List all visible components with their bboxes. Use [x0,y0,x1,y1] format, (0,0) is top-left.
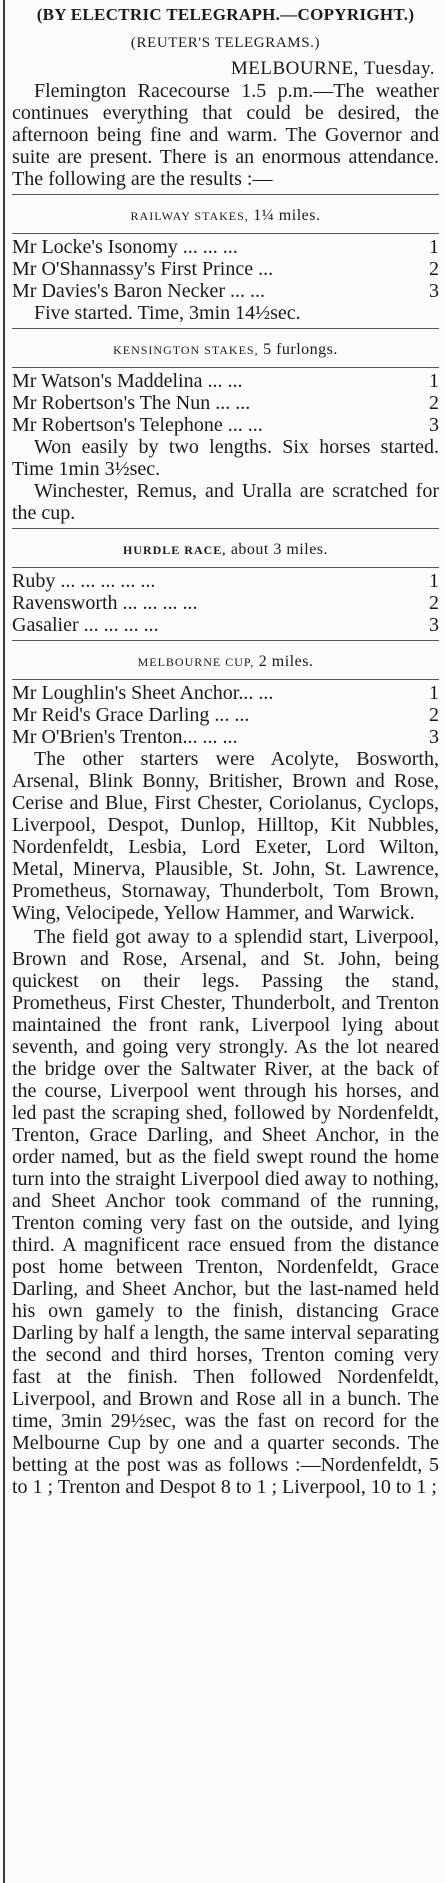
result-row [12,682,439,704]
telegraph-header: (BY ELECTRIC TELEGRAPH.—COPYRIGHT.) [36,5,415,24]
race-note: Five started. Time, 3min 14½sec. [34,302,301,324]
result-place: 2 [429,392,439,414]
result-row [12,592,439,614]
race-report-paragraph: The field got away to a splendid start, Liverpool, Brown and Rose, Arsenal, and St. John, being quickest on their legs. Passing the stand, Prometheus, First Chester, Thunderbolt, and Trenton maintained the front rank, Liverpool lying about seventh, and going very strongly. As the lot neared the bridge over the Saltwater River, at the back of the course, Liverpool went through his horses, and led past the scraping shed, followed by Nordenfeldt, Trenton, Grace Darling, and Sheet Anchor, in the order named, but as the field swept round the home turn into the straight Liverpool died away to nothing, and Sheet Anchor took command of the running, Trenton coming very fast on the outside, and lying third. A magnificent race ensued from the distance post home between Trenton, Nordenfeldt, Grace Darling, and Sheet Anchor, but the last-named held his own gamely to the finish, distancing Grace Darling by half a length, the same interval separating the second and third horses, Trenton coming very fast at the finish. Then followed Nordenfeldt, Liverpool, and Brown and Rose all in a bunch. The time, 3min 29½sec, was the fast on record for the Melbourne Cup by one and a quarter seconds. The betting at the post was as follows :—Nordenfeldt, 5 to 1 ; Trenton and Despot 8 to 1 ; Liverpool, 10 to 1 ; [12,926,439,1498]
result-text: Mr Locke's Isonomy ... ... ... [12,236,238,258]
section-divider [12,640,439,641]
race-distance: 1¼ miles. [253,207,321,224]
result-text: Ravensworth ... ... ... ... [12,592,198,614]
result-text: Mr Davies's Baron Necker ... ... [12,280,265,302]
result-row [12,370,439,392]
result-place: 3 [429,280,439,302]
result-text: Gasalier ... ... ... ... [12,614,159,636]
race-heading-railway [12,205,439,227]
result-row [12,704,439,726]
section-divider [12,328,439,329]
race-note-scratched: Winchester, Remus, and Uralla are scratched for the cup. [12,480,439,524]
result-place: 3 [429,614,439,636]
result-text: Mr Loughlin's Sheet Anchor... ... [12,682,274,704]
section-divider [12,679,439,680]
result-text: Mr Reid's Grace Darling ... ... [12,704,250,726]
section-divider [12,233,439,234]
intro-paragraph: Flemington Racecourse 1.5 p.m.—The weather continues everything that could be desired, the afternoon being fine and warm. The Governor and suite are present. There is an enormous attendance. The following are the results :— [12,80,439,190]
result-place: 1 [429,570,439,592]
race-name: RAILWAY STAKES, [130,209,249,223]
result-row [12,570,439,592]
result-text: Ruby ... ... ... ... ... [12,570,156,592]
race-distance: about 3 miles. [230,541,329,558]
result-place: 3 [429,726,439,748]
race-name: HURDLE RACE, [122,543,227,557]
result-text: Mr Watson's Maddelina ... ... [12,370,243,392]
section-divider [12,194,439,195]
result-text: Mr O'Brien's Trenton... ... ... [12,726,238,748]
section-divider [12,567,439,568]
race-heading-hurdle [12,539,439,561]
result-row [12,726,439,748]
starters-paragraph: The other starters were Acolyte, Bosworth, Arsenal, Blink Bonny, Britisher, Brown and Rose, Cerise and Blue, First Chester, Coriolanus, Cyclops, Liverpool, Despot, Dunlop, Hilltop, Kit Nubbles, Nordenfeldt, Lesbia, Lord Exeter, Lord Wilton, Metal, Minerva, Plausible, St. John, St. Lawrence, Prometheus, Stornaway, Thunderbolt, Tom Brown, Wing, Velocipede, Yellow Hammer, and Warwick. [12,748,439,924]
result-text: Mr O'Shannassy's First Prince ... [12,258,274,280]
result-place: 2 [429,258,439,280]
result-place: 3 [429,414,439,436]
dateline: MELBOURNE, Tuesday. [230,58,435,79]
result-place: 2 [429,704,439,726]
result-text: Mr Robertson's The Nun ... ... [12,392,251,414]
race-heading-kensington [12,339,439,361]
result-row [12,414,439,436]
race-name: MELBOURNE CUP, [137,655,255,669]
result-text: Mr Robertson's Telephone ... ... [12,414,263,436]
result-place: 1 [429,236,439,258]
result-place: 2 [429,592,439,614]
race-name: KENSINGTON STAKES, [113,343,259,357]
result-row [12,236,439,258]
result-row [12,280,439,302]
result-row [12,392,439,414]
result-row [12,258,439,280]
race-distance: 5 furlongs. [263,341,338,358]
section-divider [12,367,439,368]
agency-line: (REUTER'S TELEGRAMS.) [130,35,321,51]
result-row [12,614,439,636]
result-place: 1 [429,370,439,392]
column-rule [3,0,5,1883]
race-distance: 2 miles. [258,653,314,670]
section-divider [12,528,439,529]
race-heading-melbourne-cup [12,651,439,673]
race-note: Won easily by two lengths. Six horses started. Time 1min 3½sec. [12,436,439,480]
result-place: 1 [429,682,439,704]
